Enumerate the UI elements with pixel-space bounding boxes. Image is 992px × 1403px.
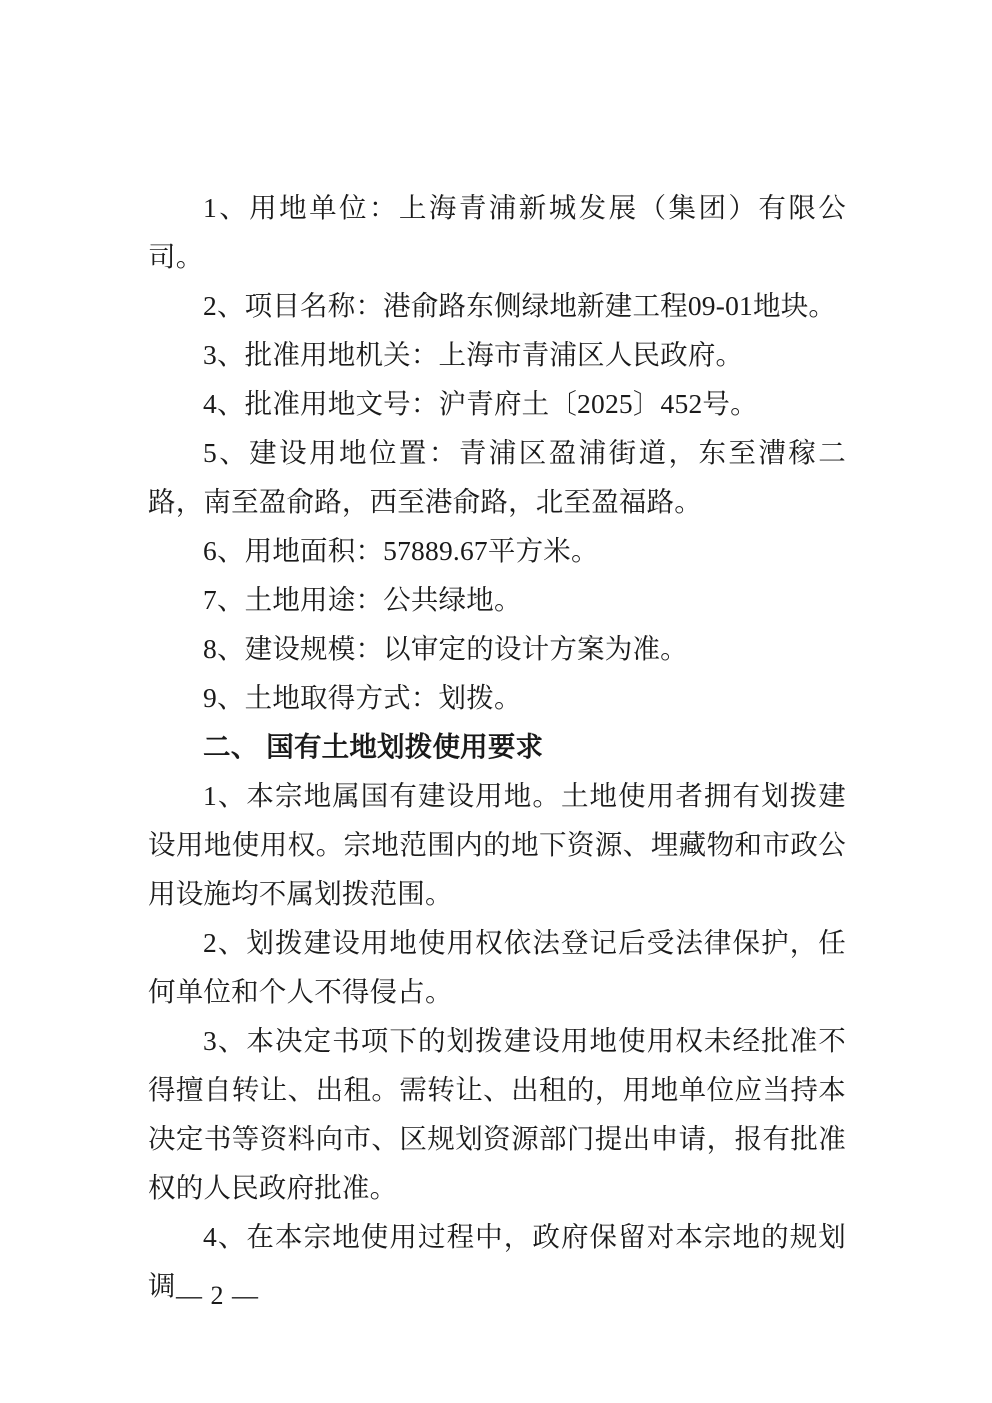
item-construction-scale: 8、建设规模：以审定的设计方案为准。: [203, 633, 688, 664]
item-approval-doc-number: 4、批准用地文号：沪青府土〔2025〕452号。: [203, 388, 758, 419]
item-land-use: 7、土地用途：公共绿地。: [203, 584, 522, 615]
item-project-name: 2、项目名称：港俞路东侧绿地新建工程09-01地块。: [203, 290, 837, 321]
item-land-area: 6、用地面积：57889.67平方米。: [203, 535, 599, 566]
item-land-user: 1、用地单位：上海青浦新城发展（集团）有限公司。: [148, 192, 846, 272]
section-heading-allocation-requirements: 二、 国有土地划拨使用要求: [203, 731, 544, 762]
document-body: [148, 183, 846, 1310]
item-approval-authority: 3、批准用地机关：上海市青浦区人民政府。: [203, 339, 744, 370]
item-land-location: 5、建设用地位置：青浦区盈浦街道，东至漕稼二路，南至盈俞路，西至港俞路，北至盈福路。: [148, 437, 846, 517]
clause-1-state-owned-land: 1、本宗地属国有建设用地。土地使用者拥有划拨建设用地使用权。宗地范围内的地下资源、埋藏物和市政公用设施均不属划拨范围。: [148, 780, 846, 909]
clause-3-transfer-restrictions: 3、本决定书项下的划拨建设用地使用权未经批准不得擅自转让、出租。需转让、出租的，用地单位应当持本决定书等资料向市、区规划资源部门提出申请，报有批准权的人民政府批准。: [148, 1025, 846, 1203]
clause-4-planning-reservation: 4、在本宗地使用过程中，政府保留对本宗地的规划调: [148, 1221, 846, 1301]
page-number: — 2 —: [176, 1281, 259, 1310]
clause-2-legal-protection: 2、划拨建设用地使用权依法登记后受法律保护，任何单位和个人不得侵占。: [148, 927, 846, 1007]
item-acquisition-method: 9、土地取得方式：划拨。: [203, 682, 522, 713]
